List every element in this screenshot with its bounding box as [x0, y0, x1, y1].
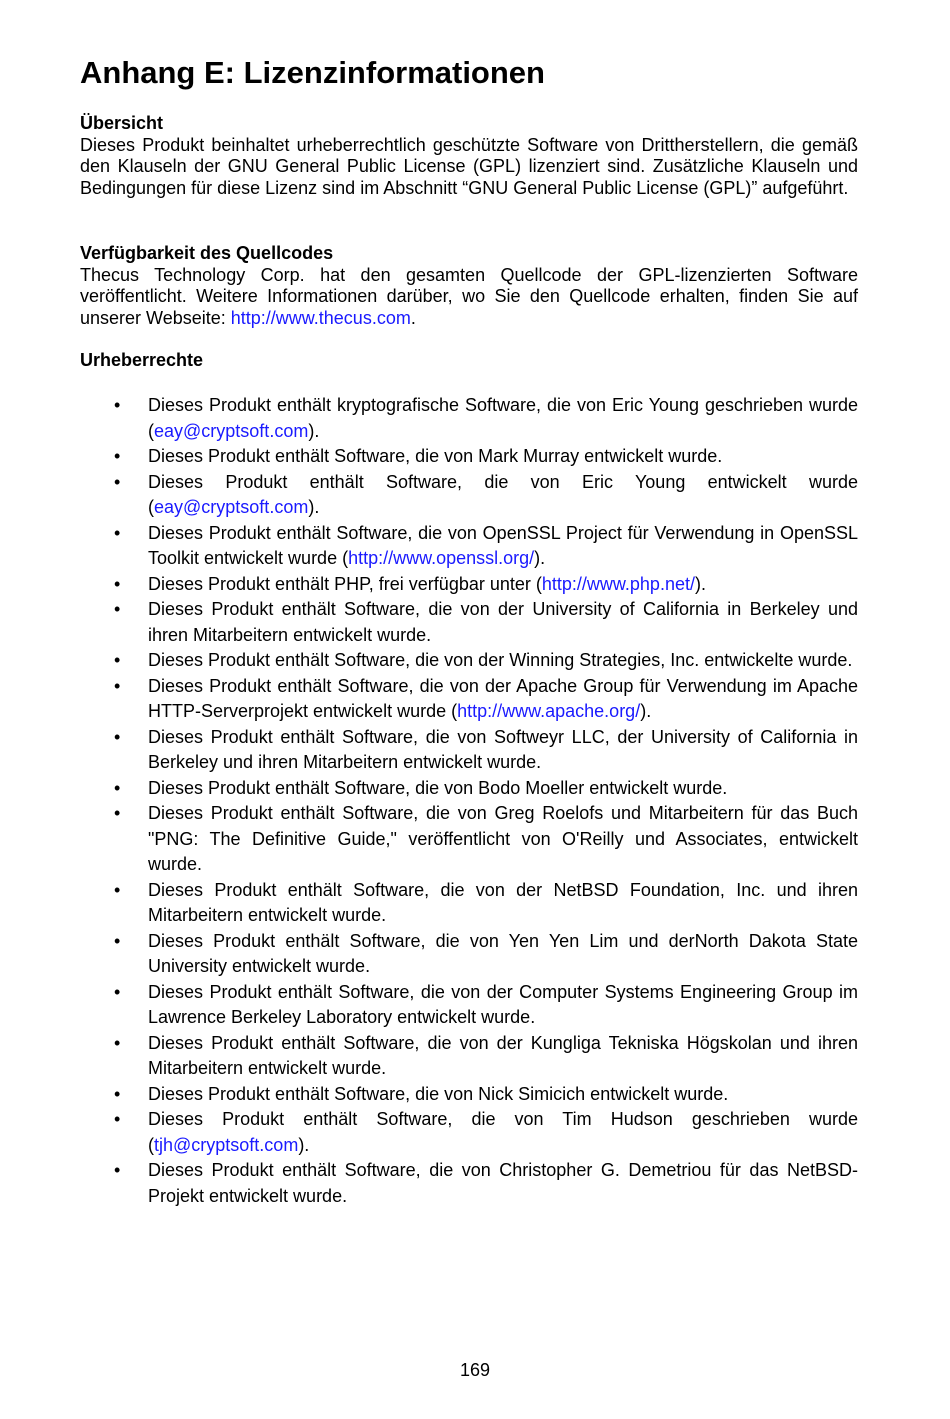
bullet: • — [114, 1160, 121, 1180]
list-item-text-end: ). — [694, 573, 706, 594]
list-item — [80, 1107, 858, 1158]
thecus-link[interactable]: http://www.thecus.com — [230, 307, 411, 328]
list-item-link[interactable]: eay@cryptsoft.com — [154, 497, 309, 517]
list-item — [80, 776, 858, 802]
list-item — [80, 1082, 858, 1108]
bullet: • — [114, 930, 121, 951]
list-item-link[interactable]: http://www.apache.org/ — [457, 701, 641, 721]
bullet: • — [114, 395, 121, 415]
bullet: • — [114, 599, 121, 619]
list-item-text-end: ). — [308, 497, 320, 517]
list-item — [80, 470, 858, 521]
list-item-text: Dieses Produkt enthält Software, die von der Kungliga Tekniska Högskolan und ihren Mitarbeitern entwickelt wurde. — [148, 1032, 858, 1078]
source-text-end: . — [410, 307, 416, 328]
overview-section — [80, 113, 858, 199]
list-item-link[interactable]: eay@cryptsoft.com — [154, 420, 309, 441]
source-text-body: Thecus Technology Corp. hat den gesamten Quellcode der GPL-lizenzierten Software veröffentlicht. Weitere Informationen darüber, wo Sie den Quellcode erhalten, finden Sie auf unserer Webseite: — [80, 264, 858, 328]
list-item — [80, 572, 858, 598]
list-item — [80, 521, 858, 572]
copyright-list — [80, 393, 858, 1209]
bullet: • — [114, 1083, 121, 1104]
list-item — [80, 725, 858, 776]
list-item-text: Dieses Produkt enthält Software, die von der Computer Systems Engineering Group im Lawrence Berkeley Laboratory entwickelt wurde. — [148, 981, 858, 1027]
bullet: • — [114, 981, 121, 1002]
list-item-text: Dieses Produkt enthält Software, die von Greg Roelofs und Mitarbeitern für das Buch "PNG: The Definitive Guide," veröffentlicht von O'Reilly und Associates, entwickelt wurde. — [148, 803, 858, 874]
list-item — [80, 801, 858, 878]
list-item — [80, 929, 858, 980]
list-item-text: Dieses Produkt enthält Software, die von Eric Young entwickelt wurde ( — [148, 471, 858, 517]
overview-heading: Übersicht — [80, 113, 164, 133]
source-text — [80, 265, 858, 330]
bullet: • — [114, 650, 121, 670]
list-item-text: Dieses Produkt enthält Software, die von der Apache Group für Verwendung im Apache HTTP-Serverprojekt entwickelt wurde ( — [148, 675, 858, 721]
list-item — [80, 674, 858, 725]
list-item — [80, 878, 858, 929]
bullet: • — [114, 471, 121, 492]
copyright-section — [80, 350, 858, 372]
list-item-text: Dieses Produkt enthält Software, die von Softweyr LLC, der University of California in Berkeley und ihren Mitarbeitern entwickelt wurde. — [148, 726, 858, 772]
list-item-text: Dieses Produkt enthält Software, die von Yen Yen Lim und derNorth Dakota State University entwickelt wurde. — [148, 930, 858, 976]
list-item-text: Dieses Produkt enthält Software, die von Nick Simicich entwickelt wurde. — [148, 1083, 729, 1104]
list-item-text: Dieses Produkt enthält kryptografische Software, die von Eric Young geschrieben wurde ( — [148, 395, 858, 441]
bullet: • — [114, 879, 121, 900]
list-item — [80, 1031, 858, 1082]
page-title: Anhang E: Lizenzinformationen — [80, 55, 545, 90]
bullet: • — [114, 1109, 121, 1129]
list-item-text: Dieses Produkt enthält Software, die von Mark Murray entwickelt wurde. — [148, 446, 723, 466]
source-section — [80, 243, 858, 329]
copyright-heading: Urheberrechte — [80, 350, 204, 370]
list-item-text: Dieses Produkt enthält Software, die von der University of California in Berkeley und ihren Mitarbeitern entwickelt wurde. — [148, 599, 858, 645]
list-item-text: Dieses Produkt enthält Software, die von der Winning Strategies, Inc. entwickelte wurde. — [148, 650, 853, 670]
list-item-text: Dieses Produkt enthält Software, die von OpenSSL Project für Verwendung in OpenSSL Toolkit entwickelt wurde ( — [148, 522, 858, 568]
list-item — [80, 980, 858, 1031]
list-item — [80, 648, 858, 674]
list-item-text: Dieses Produkt enthält Software, die von Christopher G. Demetriou für das NetBSD-Projekt entwickelt wurde. — [148, 1160, 858, 1206]
list-item-text: Dieses Produkt enthält Software, die von Tim Hudson geschrieben wurde ( — [148, 1109, 858, 1155]
list-item-text: Dieses Produkt enthält PHP, frei verfügbar unter ( — [148, 573, 542, 594]
bullet: • — [114, 573, 121, 594]
list-item-text-end: ). — [534, 548, 546, 568]
list-item-text-end: ). — [298, 1134, 310, 1155]
page-number: 169 — [459, 1360, 491, 1380]
list-item — [80, 444, 858, 470]
list-item — [80, 597, 858, 648]
bullet: • — [114, 726, 121, 747]
list-item — [80, 1158, 858, 1209]
bullet: • — [114, 803, 121, 823]
list-item-text: Dieses Produkt enthält Software, die von Bodo Moeller entwickelt wurde. — [148, 777, 728, 798]
bullet: • — [114, 1032, 121, 1053]
bullet: • — [114, 675, 121, 696]
list-item — [80, 393, 858, 444]
source-heading: Verfügbarkeit des Quellcodes — [80, 243, 334, 263]
list-item-text-end: ). — [640, 701, 652, 721]
list-item-text-end: ). — [308, 420, 320, 441]
list-item-link[interactable]: http://www.php.net/ — [541, 573, 695, 594]
bullet: • — [114, 522, 121, 543]
bullet: • — [114, 777, 121, 798]
list-item-link[interactable]: tjh@cryptsoft.com — [154, 1134, 299, 1155]
list-item-text: Dieses Produkt enthält Software, die von der NetBSD Foundation, Inc. und ihren Mitarbeitern entwickelt wurde. — [148, 879, 858, 925]
list-item-link[interactable]: http://www.openssl.org/ — [348, 548, 535, 568]
overview-text: Dieses Produkt beinhaltet urheberrechtlich geschützte Software von Drittherstellern, die gemäß den Klauseln der GNU General Public License (GPL) lizenziert sind. Zusätzliche Klauseln und Bedingungen für diese Lizenz sind im Abschnitt “GNU General Public License (GPL)” aufgeführt. — [80, 134, 858, 198]
bullet: • — [114, 446, 121, 466]
